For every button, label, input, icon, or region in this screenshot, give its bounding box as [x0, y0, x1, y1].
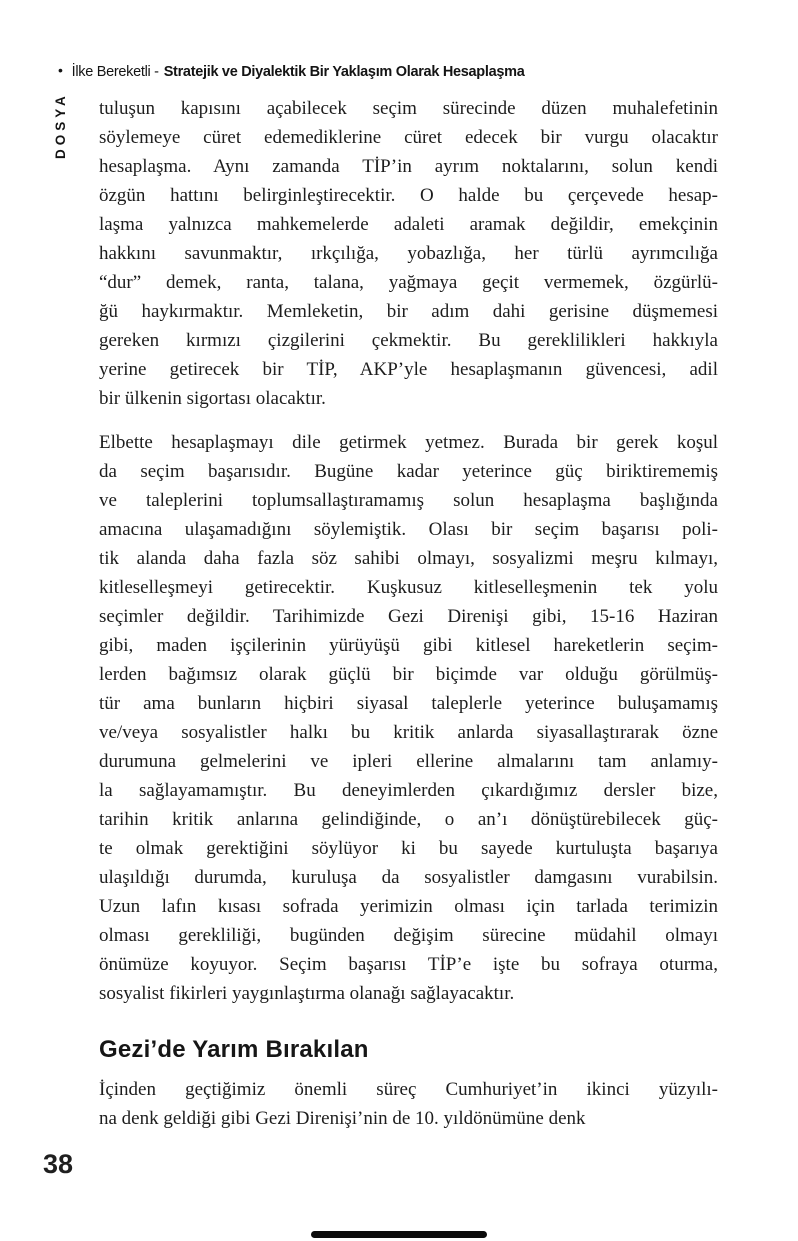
header-article-title: Stratejik ve Diyalektik Bir Yaklaşım Olarak Hesaplaşma	[163, 64, 525, 80]
text-line: Uzun lafın kısası sofrada yerimizin olması için tarlada terimizin	[99, 896, 718, 917]
text-line: amacına ulaşamadığını söylemiştik. Olası bir seçim başarısı poli-	[99, 519, 718, 540]
text-line: önümüze koyuyor. Seçim başarısı TİP’e işte bu sofraya oturma,	[99, 954, 718, 975]
text-line: te olmak gerektiğini söylüyor ki bu sayede kurtuluşta başarıya	[99, 838, 718, 859]
text-line: ulaşıldığı durumda, kuruluşa da sosyalistler damgasını vurabilsin.	[99, 867, 718, 888]
text-line: seçimler değildir. Tarihimizde Gezi Direnişi gibi, 15-16 Haziran	[99, 606, 718, 627]
text-line: hesaplaşma. Aynı zamanda TİP’in ayrım noktalarını, solun kendi	[99, 156, 718, 177]
text-line: Elbette hesaplaşmayı dile getirmek yetmez. Burada bir gerek koşul	[99, 432, 718, 453]
text-line: bir ülkenin sigortası olacaktır.	[99, 388, 326, 409]
bullet-icon: •	[58, 62, 63, 78]
text-line: söylemeye cüret edemediklerine cüret edecek bir vurgu olacaktır	[99, 127, 718, 148]
text-line: durumuna gelmelerini ve ipleri ellerine almalarını tam anlamıy-	[99, 751, 718, 772]
text-line: hakkını savunmaktır, ırkçılığa, yobazlığa, her türlü ayrımcılığa	[99, 243, 718, 264]
text-line: na denk geldiği gibi Gezi Direnişi’nin de 10. yıldönümüne denk	[99, 1108, 586, 1129]
text-line: gereken kırmızı çizgilerini çekmektir. Bu gereklilikleri hakkıyla	[99, 330, 718, 351]
text-line: ve taleplerini toplumsallaştıramamış solun hesaplaşma başlığında	[99, 490, 718, 511]
text-line: olması gerekliliği, bugünden değişim sürecine müdahil olmayı	[99, 925, 718, 946]
text-line: tik alanda daha fazla söz sahibi olmayı, sosyalizmi meşru kılmayı,	[99, 548, 718, 569]
paragraph	[99, 428, 718, 1008]
text-line: özgün hattını belirginleştirecektir. O halde bu çerçevede hesap-	[99, 185, 718, 206]
text-line: ve/veya sosyalistler halkı bu kritik anlarda siyasallaştırarak özne	[99, 722, 718, 743]
text-line: İçinden geçtiğimiz önemli süreç Cumhuriyet’in ikinci yüzyılı-	[99, 1079, 718, 1100]
paragraph	[99, 94, 718, 413]
header-author: İlke Bereketli -	[71, 64, 159, 80]
text-line: tuluşun kapısını açabilecek seçim sürecinde düzen muhalefetinin	[99, 98, 718, 119]
text-line: gibi, maden işçilerinin yürüyüşü gibi kitlesel hareketlerin seçim-	[99, 635, 718, 656]
text-line: laşma yalnızca mahkemelerde adaleti aramak değildir, emekçinin	[99, 214, 718, 235]
text-line: lerden bağımsız olarak güçlü bir biçimde var olduğu görülmüş-	[99, 664, 718, 685]
text-line: ğü haykırmaktır. Memleketin, bir adım dahi gerisine düşmemesi	[99, 301, 718, 322]
paragraph	[99, 1075, 718, 1133]
text-line: kitleselleşmeyi getirecektir. Kuşkusuz kitleselleşmenin tek yolu	[99, 577, 718, 598]
sidebar-section-label: DOSYA	[53, 92, 68, 159]
text-line: la sağlayamamıştır. Bu deneyimlerden çıkardığımız dersler bize,	[99, 780, 718, 801]
section-heading: Gezi’de Yarım Bırakılan	[99, 1036, 369, 1063]
article-body	[99, 94, 718, 1148]
text-line: sosyalist fikirleri yaygınlaştırma olanağı sağlayacaktır.	[99, 983, 515, 1004]
text-line: yerine getirecek bir TİP, AKP’yle hesaplaşmanın güvencesi, adil	[99, 359, 718, 380]
text-line: “dur” demek, ranta, talana, yağmaya geçit vermemek, özgürlü-	[99, 272, 718, 293]
text-line: da seçim başarısıdır. Bugüne kadar yeterince güç biriktirememiş	[99, 461, 718, 482]
text-line: tür ama bunların hiçbiri siyasal taleplerle yeterince buluşamamış	[99, 693, 718, 714]
running-header	[58, 63, 524, 80]
home-indicator-bar	[311, 1231, 487, 1238]
page-number: 38	[43, 1149, 74, 1179]
text-line: tarihin kritik anlarına gelindiğinde, o an’ı dönüştürebilecek güç-	[99, 809, 718, 830]
